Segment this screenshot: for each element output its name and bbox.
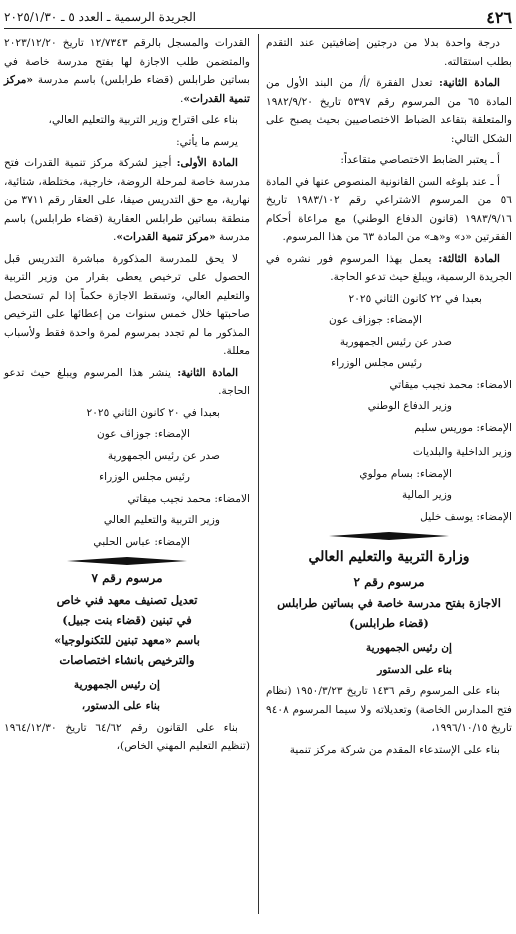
decree-title-line-1: تعديل تصنيف معهد فني خاص <box>56 592 198 607</box>
continuation-paragraph <box>4 34 250 108</box>
license-condition-paragraph: لا يحق للمدرسة المذكورة مباشرة التدريس قبل الحصول على ترخيص يعطى بقرار من وزير التربية والتعليم العالي، وتسقط الاجازة حكماً إذا لم تستحصل صاحبتها خلال خمس سنوات من إعطائها على الترخيص المذكور ما لم تجدد بمرسوم لمرة واحدة فقط ولأسباب معللة. <box>4 252 250 357</box>
article-label: المادة الأولى: <box>176 157 238 169</box>
defense-minister-signature: الإمضاء: موريس سليم <box>414 421 512 434</box>
issued-by: صدر عن رئيس الجمهورية <box>339 335 452 348</box>
pm-title: رئيس مجلس الوزراء <box>331 357 422 369</box>
pm-title: رئيس مجلس الوزراء <box>99 471 190 483</box>
defense-minister-title: وزير الدفاع الوطني <box>367 400 452 412</box>
separator-ornament <box>329 532 449 540</box>
president-signature: الإمضاء: جوزاف عون <box>97 428 190 440</box>
article-2-item-1: أ ـ يعتبر الضابط الاختصاصي متقاعداً: <box>340 154 500 166</box>
left-column <box>4 34 250 759</box>
basis-paragraph-1: بناء على القانون رقم ٦٤/٦٢ تاريخ ١٩٦٤/١٢/٣٠ (تنظيم التعليم المهني الخاص)، <box>4 721 250 752</box>
pm-signature: الامضاء: محمد نجيب ميقاتي <box>127 492 250 505</box>
school-name: «مركز تنمية القدرات» <box>116 231 216 243</box>
issued-by: صدر عن رئيس الجمهورية <box>107 449 220 462</box>
separator-ornament <box>67 557 187 565</box>
decree-title-line-4: والترخيص بانشاء اختصاصات <box>59 652 195 667</box>
article-text: أجيز لشركة مركز تنمية القدرات فتح مدرسة خاصة لمرحلة الروضة، خارجية، مختلطة، شتائية، نهارية، مع حق التدريس صيفا، على العقار رقم ٣٧١١ من منطقة بساتين طرابلس العقارية (قضاء طرابلس) باسم مدرسة <box>4 157 250 243</box>
article-2-paragraph <box>4 364 250 401</box>
president-line: إن رئيس الجمهورية <box>73 678 160 691</box>
basis-paragraph-1: بناء على المرسوم رقم ١٤٣٦ تاريخ ١٩٥٠/٣/٢٣ (نظام فتح المدارس الخاصة) وتعديلاته ولا سيما المرسوم ٩٤٠٨ تاريخ ١٩٩٦/١٠/١٥، <box>266 685 512 734</box>
article-2-paragraph <box>266 74 512 148</box>
gazette-issue-line: الجريدة الرسمية ـ العدد ٥ ـ ٢٠٢٥/١/٣٠ <box>4 10 196 24</box>
column-divider <box>258 34 259 914</box>
continuation-text: القدرات والمسجل بالرقم ١٢/٧٣٤٣ تاريخ ٢٠٢٣/١٢/٢٠ والمتضمن طلب الاجازة لها بفتح مدرسة خاصة في بساتين طرابلس (قضاء طرابلس) باسم مدرسة <box>4 37 250 86</box>
article-3-paragraph <box>266 250 512 287</box>
article-text: يعمل بهذا المرسوم فور نشره في الجريدة الرسمية، ويبلغ حيث تدعو الحاجة. <box>266 252 512 283</box>
decree-number: مرسوم رقم ٢ <box>353 574 425 589</box>
article-text: تعدل الفقرة /أ/ من البند الأول من المادة ٦٥ من المرسوم رقم ٥٣٩٧ تاريخ ١٩٨٢/٩/٢٠ والمتعلقة بتقاعد الضباط الاختصاصيين بحيث يصبح على الشكل التالي: <box>266 77 512 145</box>
continuation-end: . <box>180 92 184 105</box>
decree-title-line-3: باسم «معهد تبنين للتكنولوجيا» <box>54 632 200 647</box>
signing-date: بعبدا في ٢٢ كانون الثاني ٢٠٢٥ <box>348 292 482 305</box>
president-line: إن رئيس الجمهورية <box>365 642 452 654</box>
president-signature: الإمضاء: جوزاف عون <box>329 314 422 326</box>
section-separator <box>4 557 250 565</box>
constitution-line: بناء على الدستور <box>377 663 452 676</box>
ministry-heading: وزارة التربية والتعليم العالي <box>308 549 470 565</box>
finance-minister-title: وزير المالية <box>401 489 452 501</box>
decrees-line: يرسم ما يأتي: <box>176 135 238 148</box>
decree-number: مرسوم رقم ٧ <box>91 571 163 585</box>
education-minister-title: وزير التربية والتعليم العالي <box>103 514 220 526</box>
article-2-item-2: أ ـ عند بلوغه السن القانونية المنصوص عنها في المادة ٥٦ من المرسوم الاشتراعي رقم ١٩٨٣/١٠٢ تاريخ ١٩٨٣/٩/١٦ (قانون الدفاع الوطني) مع مراعاة أحكام الفقرتين «د» و«هـ» من المادة ٦٣ من هذا المرسوم. <box>266 175 512 243</box>
school-name: «مركز تنمية القدرات» <box>4 74 250 105</box>
signing-date: بعبدا في ٢٠ كانون الثاني ٢٠٢٥ <box>86 406 220 419</box>
proposal-line: بناء على اقتراح وزير التربية والتعليم العالي، <box>48 114 238 126</box>
basis-paragraph-2: بناء على الإستدعاء المقدم من شركة مركز تنمية <box>289 743 500 756</box>
article-text: ينشر هذا المرسوم ويبلغ حيث تدعو الحاجة. <box>4 366 250 397</box>
article-1-paragraph <box>4 154 250 247</box>
article-end: . <box>113 231 117 243</box>
decree-title: الاجازة بفتح مدرسة خاصة في بساتين طرابلس (قضاء طرابلس) <box>277 596 501 630</box>
right-column <box>266 34 512 762</box>
pm-signature: الامضاء: محمد نجيب ميقاتي <box>389 378 512 391</box>
article-label: المادة الثالثة: <box>438 252 500 265</box>
interior-minister-title: وزير الداخلية والبلديات <box>412 446 512 458</box>
article-label: المادة الثانية: <box>439 77 500 89</box>
section-separator <box>266 532 512 540</box>
constitution-line: بناء على الدستور، <box>81 700 160 712</box>
intro-paragraph: درجة واحدة بدلا من درجتين إضافيتين عند التقدم بطلب استقالته. <box>266 37 512 68</box>
page-header <box>4 6 512 29</box>
decree-title-line-2: في تبنين (قضاء بنت جبيل) <box>62 612 192 627</box>
education-minister-signature: الإمضاء: عباس الحلبي <box>93 535 190 548</box>
finance-minister-signature: الإمضاء: يوسف خليل <box>420 510 512 523</box>
page-number: ٤٢٦ <box>486 7 512 27</box>
interior-minister-signature: الإمضاء: بسام مولوي <box>359 467 452 480</box>
decree-title <box>4 590 250 670</box>
article-label: المادة الثانية: <box>177 366 239 379</box>
